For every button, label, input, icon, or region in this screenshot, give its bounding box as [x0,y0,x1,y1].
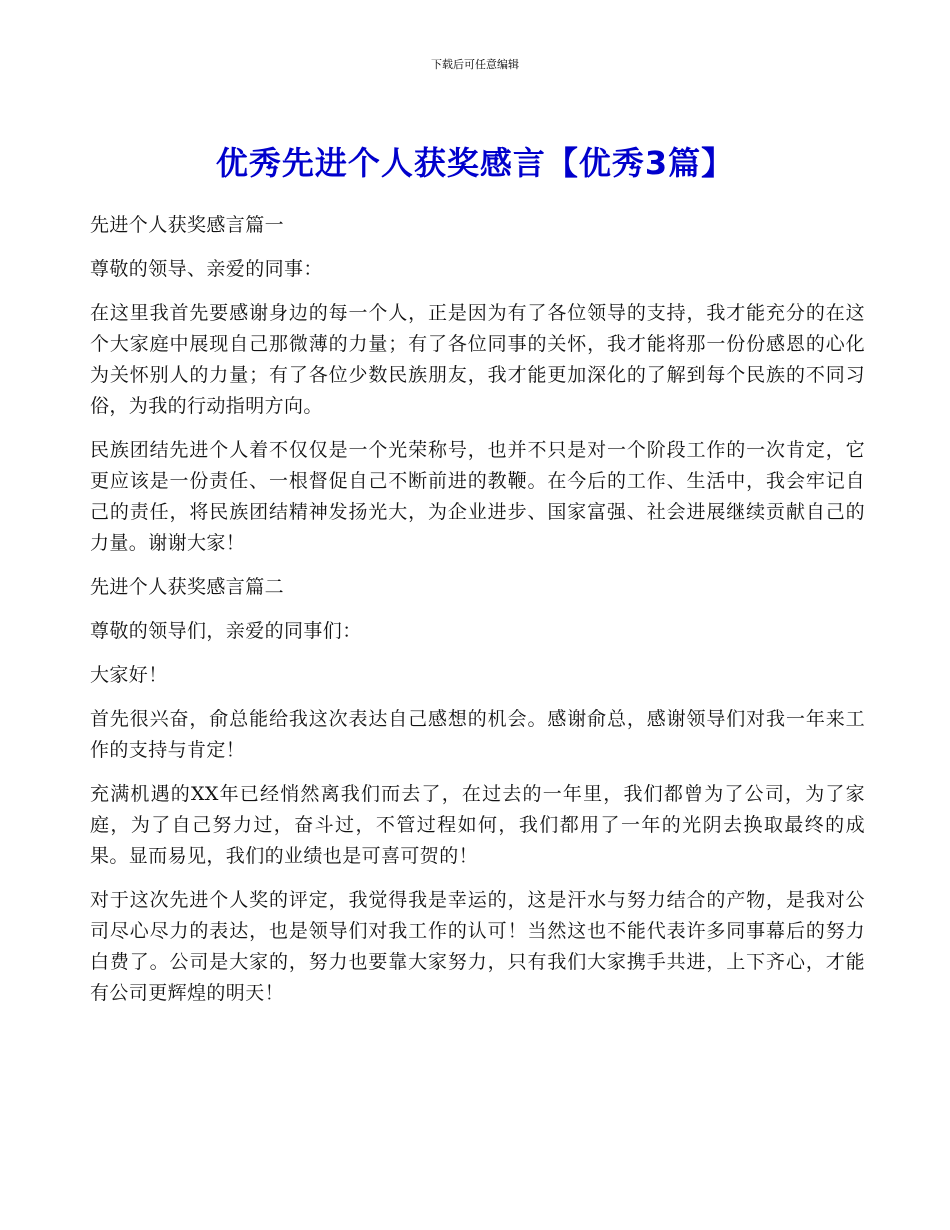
header-note: 下载后可任意编辑 [431,58,519,71]
document-body [90,210,865,1022]
body-paragraph: 在这里我首先要感谢身边的每一个人，正是因为有了各位领导的支持，我才能充分的在这个大家庭中展现自己那微薄的力量；有了各位同事的关怀，我才能将那一份份感恩的心化为关怀别人的力量；有了各位少数民族朋友，我才能更加深化的了解到每个民族的不同习俗，为我的行动指明方向。 [90,302,865,417]
greeting: 大家好！ [90,664,168,686]
body-paragraph: 民族团结先进个人着不仅仅是一个光荣称号，也并不只是对一个阶段工作的一次肯定，它更应该是一份责任、一根督促自己不断前进的教鞭。在今后的工作、生活中，我会牢记自己的责任，将民族团结精神发扬光大，为企业进步、国家富强、社会进展继续贡献自己的力量。谢谢大家！ [90,439,865,554]
salutation-2: 尊敬的领导们，亲爱的同事们： [90,620,362,642]
salutation-1: 尊敬的领导、亲爱的同事： [90,258,323,280]
document-title: 优秀先进个人获奖感言【优秀3篇】 [215,144,735,182]
body-paragraph: 对于这次先进个人奖的评定，我觉得我是幸运的，这是汗水与努力结合的产物，是我对公司尽心尽力的表达，也是领导们对我工作的认可！当然这也不能代表许多同事幕后的努力白费了。公司是大家的，努力也要靠大家努力，只有我们大家携手共进，上下齐心，才能有公司更辉煌的明天！ [90,889,865,1004]
section-heading-2: 先进个人获奖感言篇二 [90,576,285,598]
body-paragraph: 首先很兴奋，俞总能给我这次表达自己感想的机会。感谢俞总，感谢领导们对我一年来工作的支持与肯定！ [90,708,865,761]
body-paragraph: 充满机遇的XX年已经悄然离我们而去了，在过去的一年里，我们都曾为了公司，为了家庭，为了自己努力过，奋斗过，不管过程如何，我们都用了一年的光阴去换取最终的成果。显而易见，我们的业绩也是可喜可贺的！ [90,783,865,867]
section-heading-1: 先进个人获奖感言篇一 [90,214,285,236]
